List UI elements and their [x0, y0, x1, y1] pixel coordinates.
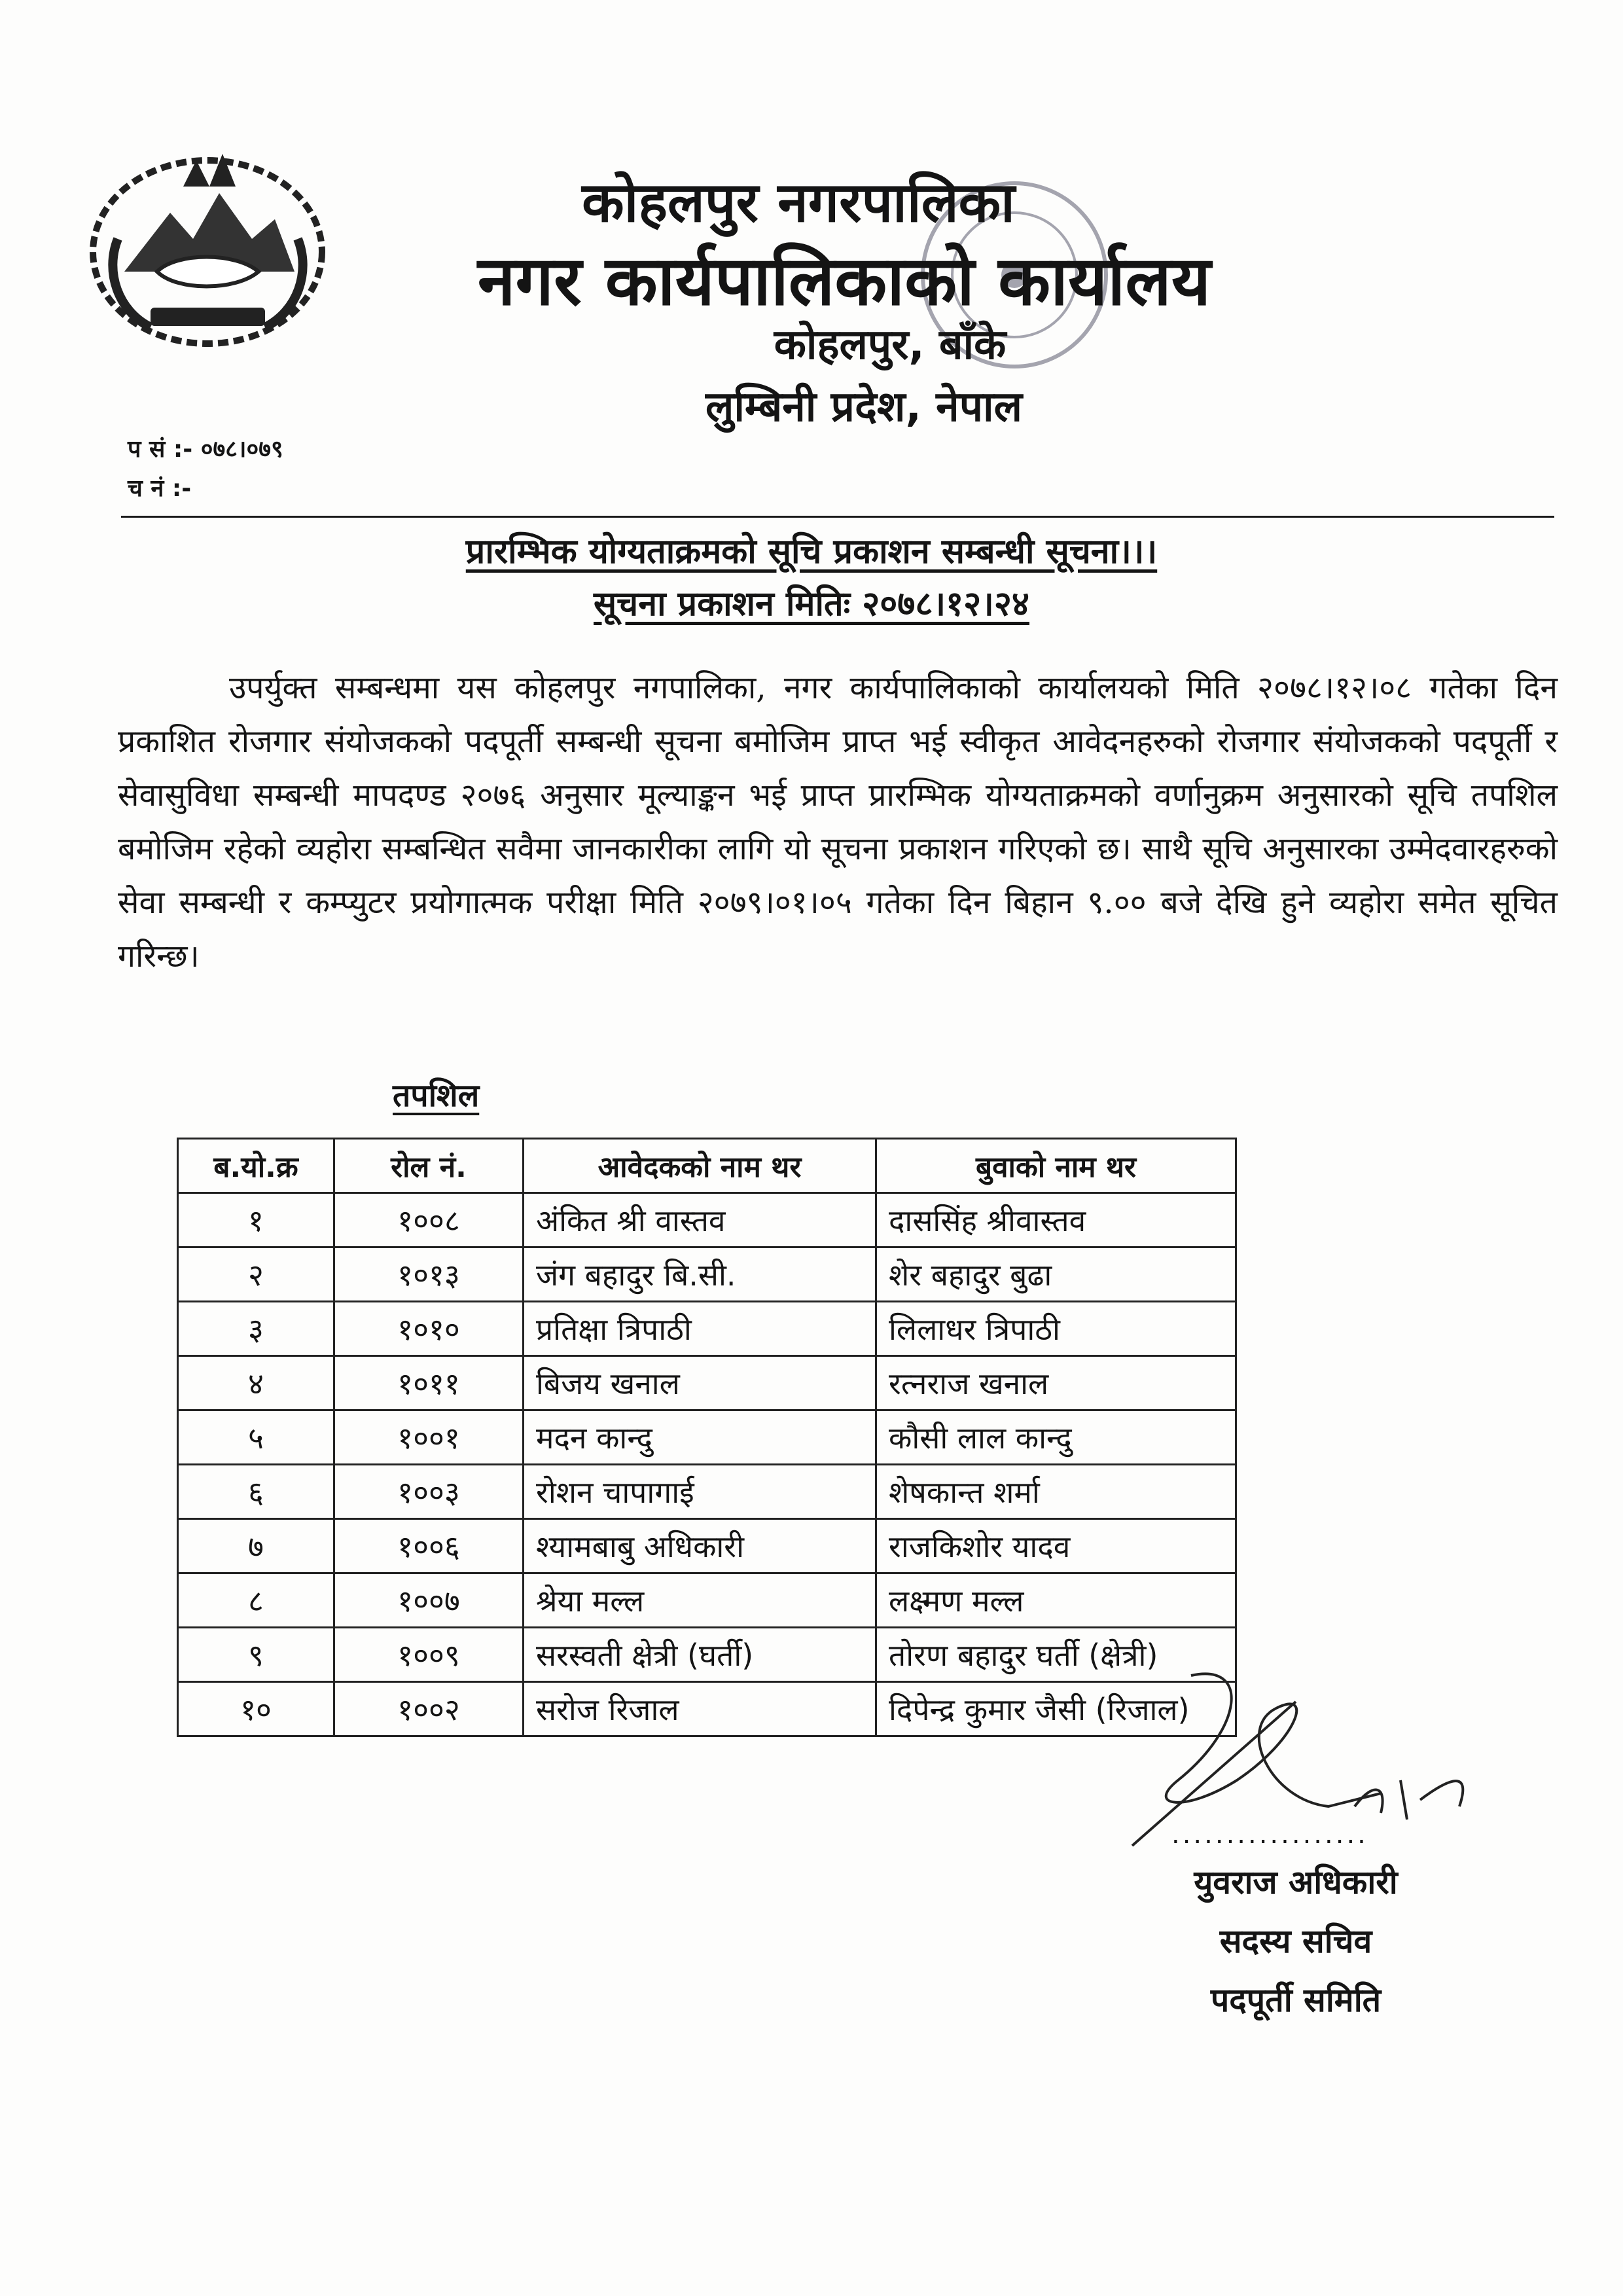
cell-father: शेषकान्त शर्मा	[876, 1465, 1236, 1519]
cell-father: रत्नराज खनाल	[876, 1356, 1236, 1410]
cell-applicant: सरस्वती क्षेत्री (घर्ती)	[524, 1628, 876, 1682]
office-province: लुम्बिनी प्रदेश, नेपाल	[705, 383, 1023, 431]
cell-serial: ९	[178, 1628, 334, 1682]
nepal-emblem-icon	[79, 141, 337, 357]
cell-roll: १०११	[334, 1356, 524, 1410]
table-row	[178, 1356, 1236, 1410]
cell-father: लिलाधर त्रिपाठी	[876, 1302, 1236, 1356]
letter-number: प सं :- ०७८।०७९	[128, 436, 283, 463]
signatory-post: सदस्य सचिव	[1219, 1922, 1372, 1960]
cell-applicant: जंग बहादुर बि.सी.	[524, 1247, 876, 1302]
cell-serial: ४	[178, 1356, 334, 1410]
candidate-table	[177, 1138, 1237, 1737]
signatory-committee: पदपूर्ती समिति	[1210, 1981, 1382, 2019]
cell-applicant: मदन कान्दु	[524, 1410, 876, 1465]
table-row	[178, 1410, 1236, 1465]
cell-serial: १	[178, 1193, 334, 1247]
cell-roll: १००७	[334, 1573, 524, 1628]
header-divider	[121, 516, 1554, 518]
cell-roll: १०१०	[334, 1302, 524, 1356]
cell-applicant: प्रतिक्षा त्रिपाठी	[524, 1302, 876, 1356]
cell-serial: १०	[178, 1682, 334, 1736]
cell-applicant: रोशन चापागाई	[524, 1465, 876, 1519]
cell-roll: १००३	[334, 1465, 524, 1519]
cell-father: शेर बहादुर बुढा	[876, 1247, 1236, 1302]
table-row	[178, 1465, 1236, 1519]
cell-roll: १००८	[334, 1193, 524, 1247]
cell-father: लक्ष्मण मल्ल	[876, 1573, 1236, 1628]
notice-body: उपर्युक्त सम्बन्धमा यस कोहलपुर नगपालिका, नगर कार्यपालिकाको कार्यालयको मिति २०७८।१२।०८ गतेका दिन प्रकाशित रोजगार संयोजकको पदपूर्ती सम्बन्धी सूचना बमोजिम प्राप्त भई स्वीकृत आवेदनहरुको रोजगार संयोजकको पदपूर्ती र सेवासुविधा सम्बन्धी मापदण्ड २०७६ अनुसार मूल्याङ्कन भई प्राप्त प्रारम्भिक योग्यताक्रमको वर्णानुक्रम अनुसारको सूचि तपशिल बमोजिम रहेको व्यहोरा सम्बन्धित सवैमा जानकारीका लागि यो सूचना प्रकाशन गरिएको छ। साथै सूचि अनुसारका उम्मेदवारहरुको सेवा सम्बन्धी र कम्प्युटर प्रयोगात्मक परीक्षा मिति २०७९।०१।०५ गतेका दिन बिहान ९.०० बजे देखि हुने व्यहोरा समेत सूचित गरिन्छ।	[118, 670, 1558, 975]
cell-father: दाससिंह श्रीवास्तव	[876, 1193, 1236, 1247]
signatory-name: युवराज अधिकारी	[1194, 1863, 1398, 1901]
table-row	[178, 1247, 1236, 1302]
cell-father: राजकिशोर यादव	[876, 1519, 1236, 1573]
cell-roll: १०१३	[334, 1247, 524, 1302]
cell-applicant: श्यामबाबु अधिकारी	[524, 1519, 876, 1573]
cell-serial: ३	[178, 1302, 334, 1356]
cell-serial: ५	[178, 1410, 334, 1465]
cell-father: तोरण बहादुर घर्ती (क्षेत्री)	[876, 1628, 1236, 1682]
dispatch-number: च नं :-	[128, 475, 192, 502]
table-row	[178, 1193, 1236, 1247]
cell-serial: ८	[178, 1573, 334, 1628]
cell-roll: १००६	[334, 1519, 524, 1573]
cell-applicant: अंकित श्री वास्तव	[524, 1193, 876, 1247]
table-row	[178, 1573, 1236, 1628]
col-applicant-header: आवेदकको नाम थर	[524, 1139, 876, 1193]
cell-father: दिपेन्द्र कुमार जैसी (रिजाल)	[876, 1682, 1236, 1736]
cell-applicant: श्रेया मल्ल	[524, 1573, 876, 1628]
table-header-row	[178, 1139, 1236, 1193]
table-row	[178, 1628, 1236, 1682]
schedule-label: तपशिल	[393, 1077, 480, 1114]
notice-date: सूचना प्रकाशन मितिः २०७८।१२।२४	[594, 584, 1029, 624]
table-row	[178, 1682, 1236, 1736]
col-father-header: बुवाको नाम थर	[876, 1139, 1236, 1193]
table-row	[178, 1519, 1236, 1573]
municipality-name: कोहलपुर नगरपालिका	[582, 170, 1015, 234]
col-serial-header: ब.यो.क्र	[178, 1139, 334, 1193]
cell-roll: १००९	[334, 1628, 524, 1682]
signature-line: ..................	[1171, 1820, 1368, 1850]
col-roll-header: रोल नं.	[334, 1139, 524, 1193]
cell-applicant: सरोज रिजाल	[524, 1682, 876, 1736]
cell-roll: १००१	[334, 1410, 524, 1465]
cell-serial: ६	[178, 1465, 334, 1519]
office-city: कोहलपुर, बाँके	[774, 321, 1007, 369]
cell-roll: १००२	[334, 1682, 524, 1736]
table-row	[178, 1302, 1236, 1356]
cell-applicant: बिजय खनाल	[524, 1356, 876, 1410]
office-name: नगर कार्यपालिकाको कार्यालय	[477, 241, 1211, 321]
cell-father: कौसी लाल कान्दु	[876, 1410, 1236, 1465]
notice-title: प्रारम्भिक योग्यताक्रमको सूचि प्रकाशन सम्बन्धी सूचना।।।	[465, 532, 1158, 571]
cell-serial: २	[178, 1247, 334, 1302]
cell-serial: ७	[178, 1519, 334, 1573]
